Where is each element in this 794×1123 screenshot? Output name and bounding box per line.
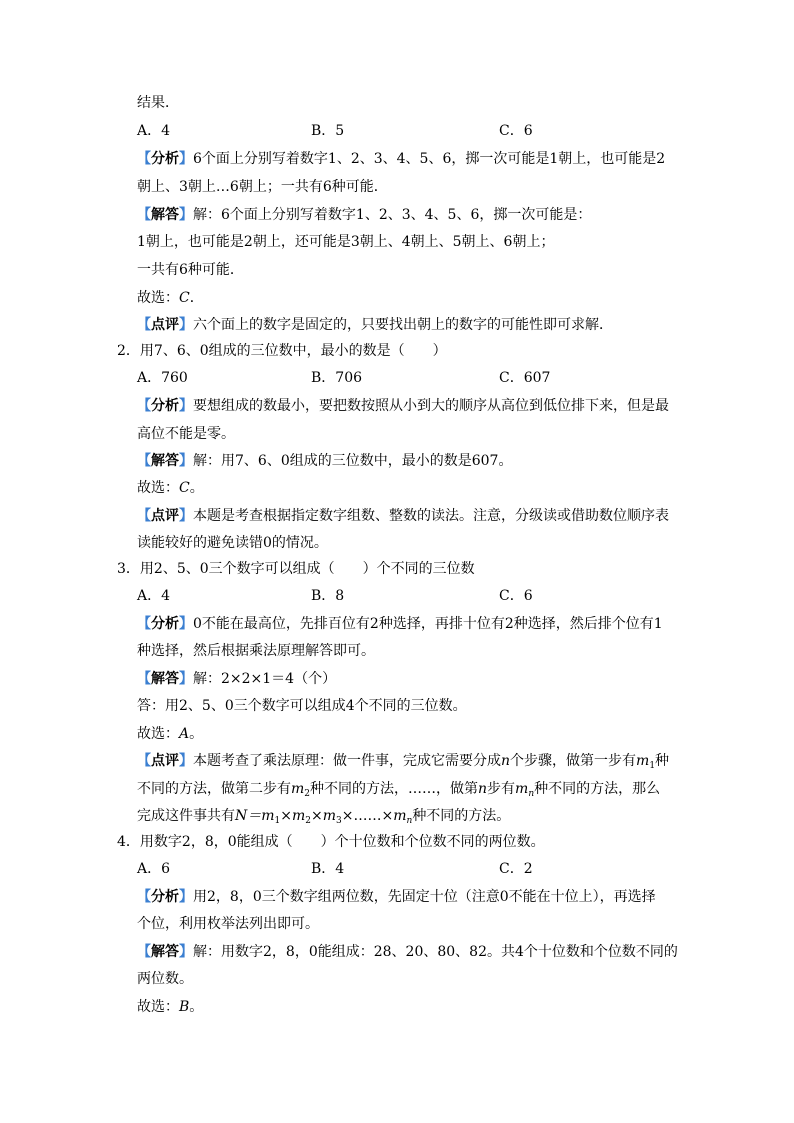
q3-comment-line3: 完成这件事共有$N=m_1\times m_2\times m_3\times\dots\dots\times m_n$种不同的方法。: [137, 808, 511, 826]
q3-choice: 故选：A。: [137, 726, 204, 742]
q3-analysis-cont: 种选择，然后根据乘法原理解答即可。: [137, 643, 375, 659]
q2-analysis-cont: 高位不能是零。: [137, 426, 235, 442]
q2-answer: 【解答】解：用7、6、0组成的三位数中，最小的数是607。: [137, 453, 513, 469]
comment-tag: 【点评】: [137, 508, 193, 524]
q4-option-a: A．6: [137, 861, 171, 877]
q4-analysis: 【分析】用2，8，0三个数字组两位数，先固定十位（注意0不能在十位上），再选择: [137, 889, 656, 905]
q4-choice: 故选：B。: [137, 999, 204, 1015]
q4-stem: 4．用数字2，8，0能组成（ ）个十位数和个位数不同的两位数。: [117, 834, 545, 850]
answer-tag: 【解答】: [137, 944, 193, 960]
q2-option-c: C．607: [499, 370, 551, 386]
q3-option-a: A．4: [137, 588, 171, 604]
analysis-tag: 【分析】: [137, 398, 193, 414]
q3-option-c: C．6: [499, 588, 533, 604]
comment-tag: 【点评】: [137, 317, 193, 333]
q1-stem-tail: 结果．: [137, 95, 179, 111]
q1-analysis: 【分析】6个面上分别写着数字1、2、3、4、5、6，掷一次可能是1朝上，也可能是2: [137, 151, 666, 167]
q4-answer-line2: 两位数。: [137, 971, 193, 987]
answer-tag: 【解答】: [137, 671, 193, 687]
q3-answer: 【解答】解：2×2×1＝4（个）: [137, 671, 337, 687]
q4-answer: 【解答】解：用数字2，8，0能组成：28、20、80、82。共4个十位数和个位数不同的: [137, 944, 678, 960]
analysis-tag: 【分析】: [137, 889, 193, 905]
q3-stem: 3．用2、5、0三个数字可以组成（ ）个不同的三位数: [117, 561, 475, 577]
q1-analysis-cont: 朝上、3朝上…6朝上；一共有6种可能．: [137, 179, 388, 195]
q2-comment-cont: 读能较好的避免读错0的情况。: [137, 535, 328, 551]
q2-option-a: A．760: [137, 370, 188, 386]
q4-option-b: B．4: [311, 861, 345, 877]
q3-comment-line2: 不同的方法，做第二步有$m_2$种不同的方法，……，做第n步有$m_n$种不同的方法，那么: [137, 781, 661, 799]
q2-analysis: 【分析】要想组成的数最小，要把数按照从小到大的顺序从高位到低位排下来，但是最: [137, 398, 669, 414]
q3-analysis: 【分析】0不能在最高位，先排百位有2种选择，再排十位有2种选择，然后排个位有1: [137, 616, 663, 632]
q3-answer-line2: 答：用2、5、0三个数字可以组成4个不同的三位数。: [137, 698, 467, 714]
q2-stem: 2．用7、6、0组成的三位数中，最小的数是（ ）: [117, 343, 447, 359]
analysis-tag: 【分析】: [137, 616, 193, 632]
q1-answer-line2: 1朝上，也可能是2朝上，还可能是3朝上、4朝上、5朝上、6朝上；: [137, 234, 555, 250]
q4-option-c: C．2: [499, 861, 533, 877]
comment-tag: 【点评】: [137, 753, 193, 769]
q1-option-c: C．6: [499, 123, 533, 139]
answer-tag: 【解答】: [137, 453, 193, 469]
q1-comment: 【点评】六个面上的数字是固定的，只要找出朝上的数字的可能性即可求解．: [137, 317, 613, 333]
q1-option-b: B．5: [311, 123, 345, 139]
q1-choice: 故选：C．: [137, 290, 204, 306]
q2-comment: 【点评】本题是考查根据指定数字组数、整数的读法。注意，分级读或借助数位顺序表: [137, 508, 669, 524]
q2-choice: 故选：C。: [137, 480, 204, 496]
q1-answer-line3: 一共有6种可能．: [137, 262, 244, 278]
q3-option-b: B．8: [311, 588, 345, 604]
q2-option-b: B．706: [311, 370, 363, 386]
analysis-tag: 【分析】: [137, 151, 193, 167]
q4-analysis-cont: 个位，利用枚举法列出即可。: [137, 916, 319, 932]
q1-option-a: A．4: [137, 123, 171, 139]
q1-answer: 【解答】解：6个面上分别写着数字1、2、3、4、5、6，掷一次可能是：: [137, 207, 592, 223]
answer-tag: 【解答】: [137, 207, 193, 223]
q3-comment: 【点评】本题考查了乘法原理：做一件事，完成它需要分成n个步骤，做第一步有$m_1$种: [137, 753, 670, 771]
